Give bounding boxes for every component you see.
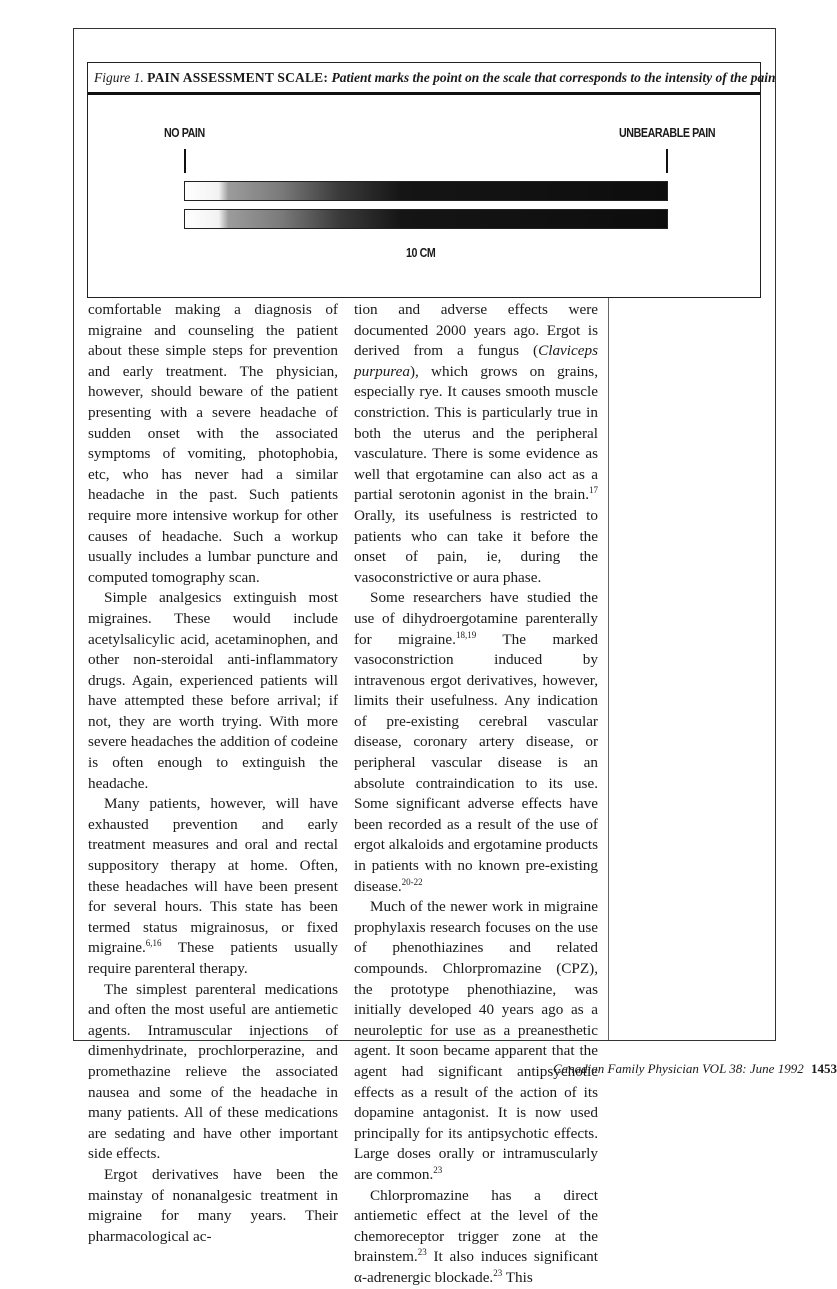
- figure-description: Patient marks the point on the scale that corresponds to the intensity of the pain: [331, 70, 776, 85]
- paragraph: [354, 1186, 598, 1289]
- paragraph-text: tion and adverse effects were documented 2000 years ago. Ergot is derived from a fungus (: [354, 301, 598, 360]
- paragraph: [354, 300, 598, 588]
- no-pain-label: NO PAIN: [164, 125, 205, 140]
- paragraph: [88, 980, 338, 1165]
- reference-number: 23: [433, 1164, 443, 1175]
- paragraph-text: ), which grows on grains, especially rye. It causes smooth muscle constriction. This is particularly true in both the uterus and the peripheral vasculature. There is some evidence as well that ergotamine can also act as a partial serotonin agonist in the brain.: [354, 362, 598, 504]
- paragraph-text: Simple analgesics extinguish most migraines. These would include acetylsalicylic acid, acetaminophen, and other non-steroidal anti-inflammatory drugs. Again, experienced patients will have attempted these before arrival; if not, they are worth trying. With more severe headaches the addition of codeine is often enough to extinguish the headache.: [88, 589, 338, 792]
- page-footer: [553, 1061, 837, 1077]
- paragraph-text: It also induces significant α-adrenergic blockade.: [354, 1248, 598, 1286]
- unbearable-pain-tick: [666, 149, 668, 173]
- paragraph-text: comfortable making a diagnosis of migraine and counseling the patient about these simple steps for prevention and early treatment. The physician, however, should beware of the patient presenting with a severe headache of sudden onset with the associated symptoms of vomiting, photophobia, etc, who has never had a similar headache in the past. Such patients require more intensive workup for other causes of headache. Such a workup usually includes a lumbar puncture and computed tomography scan.: [88, 301, 338, 586]
- paragraph-text: The simplest parenteral medications and often the most useful are antiemetic agents. Intramuscular injections of dimenhydrinate, prochlorperazine, and promethazine relieve the associated nausea and some of the headache in many patients. All of these medications are sedating and have other important side effects.: [88, 980, 338, 1163]
- reference-number: 20-22: [401, 876, 423, 887]
- paragraph-text: Much of the newer work in migraine prophylaxis research focuses on the use of phenothiazines and related compounds. Chlorpromazine (CPZ), the prototype phenothiazine, was initially developed 40 years ago as a neuroleptic for use as a preanesthetic agent. It soon became apparent that the agent had significant antipsychotic effects as a result of the action of its dopamine antagonist. It is now used principally for its antipsychotic effects. Large doses orally or intramuscularly are common.: [354, 898, 598, 1183]
- text-column-left: [88, 300, 338, 1247]
- page-number: 1453: [810, 1061, 837, 1076]
- paragraph: [354, 897, 598, 1185]
- paragraph: [88, 300, 338, 588]
- figure-label: Figure 1.: [94, 70, 144, 85]
- journal-volume: VOL 38:: [702, 1061, 747, 1076]
- paragraph-text: Orally, its usefulness is restricted to patients who can take it before the onset of pain, ie, during the vasoconstrictive or aura phase.: [354, 506, 598, 586]
- issue-date: June 1992: [749, 1061, 804, 1076]
- paragraph-text: The marked vasoconstriction induced by intravenous ergot derivatives, however, limits their usefulness. Any indication of pre-existing cerebral vascular disease, coronary artery disease, or peripheral vascular disease is an absolute contraindication to its use. Some significant adverse effects have been recorded as a result of the use of ergot alkaloids and ergotamine products in patients with no known pre-existing disease.: [354, 630, 598, 895]
- column-divider: [608, 298, 609, 1040]
- paragraph-text: Chlorpromazine has a direct antiemetic effect at the level of the chemoreceptor trigger zone at the brainstem.: [354, 1186, 598, 1266]
- no-pain-tick: [184, 149, 186, 173]
- paragraph-text: Ergot derivatives have been the mainstay of nonanalgesic treatment in migraine for many years. Their pharmacological ac-: [88, 1165, 338, 1245]
- reference-number: 17: [589, 485, 598, 496]
- text-column-right: [354, 300, 598, 1289]
- paragraph: [88, 588, 338, 794]
- reference-number: 23: [493, 1267, 503, 1278]
- paragraph-text: Some researchers have studied the use of dihydroergotamine parenterally for migraine.: [354, 589, 598, 648]
- page-frame-top: [73, 28, 776, 29]
- paragraph: [88, 1165, 338, 1247]
- species-name: Claviceps purpurea: [354, 342, 598, 380]
- reference-number: 6,16: [145, 938, 162, 949]
- paragraph-text: These patients usually require parenteral therapy.: [88, 939, 338, 977]
- reference-number: 23: [417, 1247, 427, 1258]
- unbearable-pain-label: UNBEARABLE PAIN: [619, 125, 716, 140]
- pain-scale-bar-bottom[interactable]: [184, 209, 668, 229]
- paragraph-text: This: [502, 1268, 533, 1286]
- figure-caption: [88, 63, 776, 95]
- pain-scale-figure: [87, 62, 776, 298]
- pain-scale-bar-top[interactable]: [184, 181, 668, 201]
- paragraph-text: Many patients, however, will have exhausted prevention and early treatment measures and oral and rectal suppository therapy at home. Often, these headaches will have been present for several hours. This state has been termed status migrainosus, or fixed migraine.: [88, 795, 338, 957]
- paragraph: [88, 794, 338, 979]
- reference-number: 18,19: [455, 629, 477, 640]
- page-frame-left: [73, 28, 74, 1040]
- page-frame-right: [775, 28, 776, 1040]
- length-label: 10 CM: [406, 245, 436, 260]
- paragraph: [354, 588, 598, 897]
- figure-title: PAIN ASSESSMENT SCALE:: [147, 70, 329, 85]
- journal-name: Canadian Family Physician: [553, 1061, 699, 1076]
